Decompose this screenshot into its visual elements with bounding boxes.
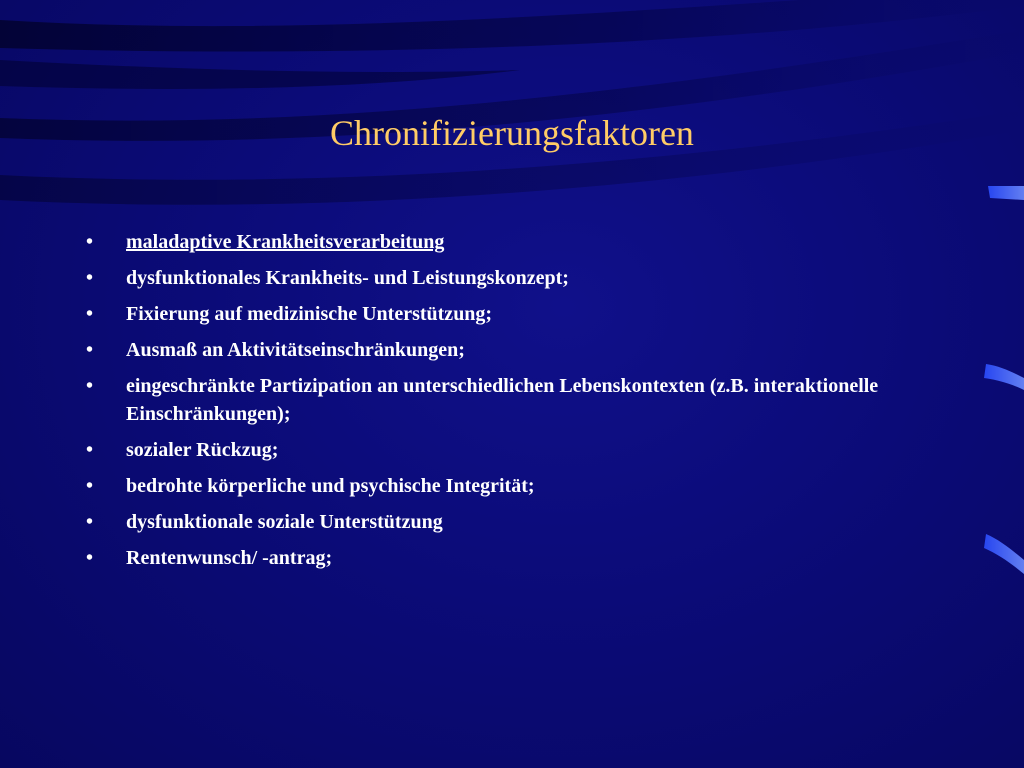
swoosh-band-top: [0, 0, 1024, 52]
bullet-text: eingeschränkte Partizipation an unterschiedlichen Lebenskontexten (z.B. interaktionelle Einschränkungen);: [126, 375, 879, 425]
bullet-icon: •: [86, 375, 94, 397]
bullet-text-link[interactable]: maladaptive Krankheitsverarbeitung: [126, 231, 445, 253]
bullet-icon: •: [86, 475, 94, 497]
bullet-text: bedrohte körperliche und psychische Integrität;: [126, 475, 535, 497]
bullet-icon: •: [86, 267, 94, 289]
bullet-icon: •: [86, 511, 94, 533]
list-item: [84, 264, 944, 292]
bullet-icon: •: [86, 547, 94, 569]
bullet-icon: •: [86, 231, 94, 253]
bullet-text: dysfunktionales Krankheits- und Leistungskonzept;: [126, 267, 569, 289]
swoosh-band-lower: [0, 60, 520, 89]
accent-bar-2: [984, 364, 1024, 390]
bullet-text: dysfunktionale soziale Unterstützung: [126, 511, 443, 533]
bullet-text: Ausmaß an Aktivitätseinschränkungen;: [126, 339, 465, 361]
bullet-list: [84, 228, 944, 580]
list-item: [84, 300, 944, 328]
list-item: [84, 544, 944, 572]
bullet-icon: •: [86, 339, 94, 361]
list-item[interactable]: [84, 228, 944, 256]
bullet-text: sozialer Rückzug;: [126, 439, 279, 461]
slide-title: Chronifizierungsfaktoren: [330, 113, 694, 153]
list-item: [84, 508, 944, 536]
bullet-icon: •: [86, 303, 94, 325]
accent-bar-1: [988, 186, 1024, 200]
list-item: [84, 336, 944, 364]
accent-bar-3: [984, 534, 1024, 574]
list-item: [84, 372, 944, 428]
bullet-text: Fixierung auf medizinische Unterstützung;: [126, 303, 493, 325]
list-item: [84, 472, 944, 500]
list-item: [84, 436, 944, 464]
bullet-icon: •: [86, 439, 94, 461]
bullet-text: Rentenwunsch/ -antrag;: [126, 547, 333, 569]
